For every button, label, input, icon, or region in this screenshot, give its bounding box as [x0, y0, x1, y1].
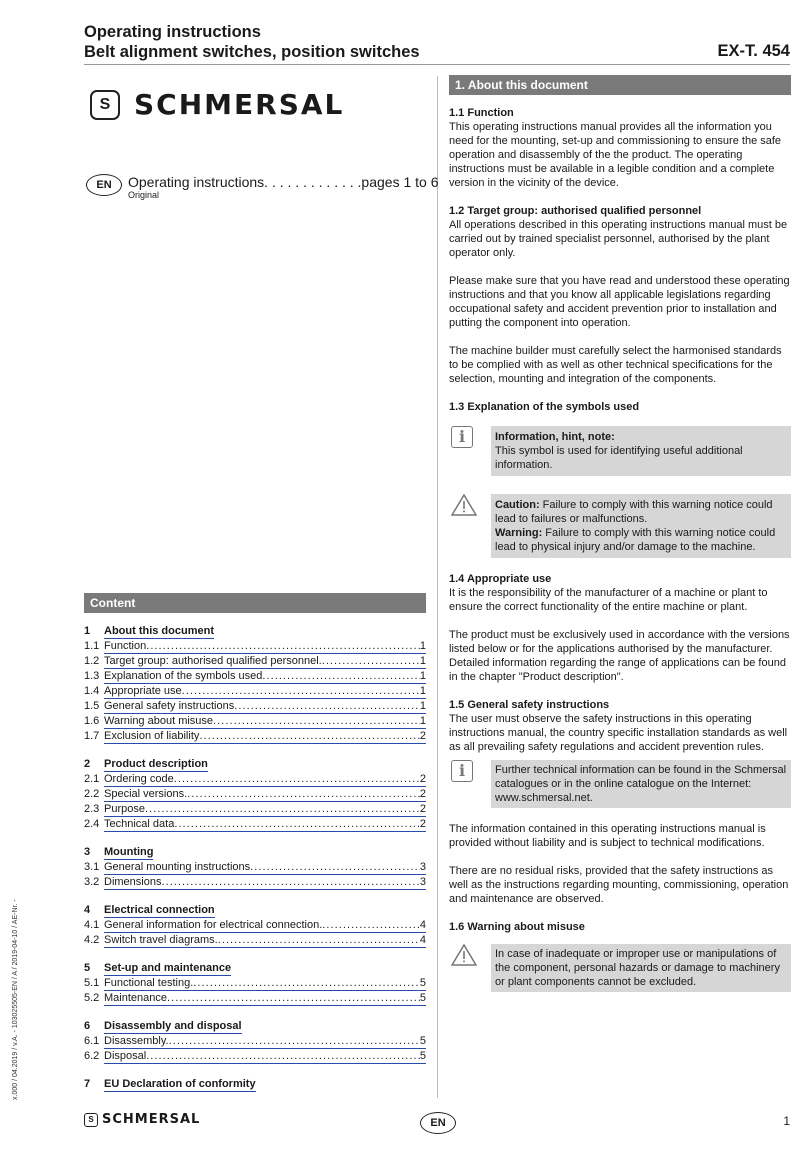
header-divider — [84, 64, 790, 65]
toc-entry[interactable] — [84, 714, 426, 729]
caution-label: Caution: — [495, 499, 540, 511]
toc-entry-link[interactable] — [104, 802, 426, 817]
toc-entry-link[interactable] — [104, 817, 426, 832]
toc-entry[interactable] — [84, 684, 426, 699]
toc-entry[interactable] — [84, 654, 426, 669]
info-note-2 — [449, 760, 791, 808]
toc-entry-page: 3 — [419, 861, 426, 873]
footer-logo — [84, 1112, 200, 1127]
table-of-contents — [84, 624, 426, 1105]
toc-leader-dots — [199, 729, 420, 743]
toc-entry-number: 2.4 — [84, 818, 100, 830]
toc-section-title[interactable]: Electrical connection — [104, 904, 215, 916]
logo-mark-icon: S — [90, 90, 120, 120]
language-badge: EN — [86, 174, 122, 196]
toc-section — [84, 1019, 426, 1064]
info-icon: i — [451, 760, 473, 782]
toc-section-number: 2 — [84, 758, 91, 770]
language-pages-line: Operating instructions. . . . . . . . . . . . .pages 1 to 6 — [128, 174, 439, 190]
toc-section — [84, 903, 426, 948]
toc-entry[interactable] — [84, 918, 426, 933]
toc-entry[interactable] — [84, 699, 426, 714]
toc-entry[interactable] — [84, 1034, 426, 1049]
warning-triangle-icon — [451, 944, 477, 966]
toc-section — [84, 624, 426, 744]
toc-section-number: 3 — [84, 846, 91, 858]
warning-label: Warning: — [495, 527, 543, 539]
toc-entry[interactable] — [84, 729, 426, 744]
toc-entry-page: 1 — [419, 700, 426, 712]
toc-entry-number: 1.4 — [84, 685, 100, 697]
toc-leader-dots — [182, 684, 420, 698]
section-1-bar: 1. About this document — [449, 75, 791, 95]
toc-entry[interactable] — [84, 639, 426, 654]
toc-section — [84, 961, 426, 1006]
toc-entry-number: 5.1 — [84, 977, 100, 989]
caution-note — [449, 494, 791, 558]
text-1-2-a: All operations described in this operating instructions manual must be carried out by trained specialist personnel, authorised by the plant operator only. — [449, 219, 788, 259]
logo-wordmark: SCHMERSAL — [134, 88, 345, 121]
toc-entry-link[interactable] — [104, 1049, 426, 1064]
toc-entry-title: General mounting instructions — [104, 861, 251, 873]
misuse-warning-text: In case of inadequate or improper use or manipulations of the component, personal hazards or damage to machinery or plant components cannot be excluded. — [495, 948, 780, 988]
toc-entry-page: 2 — [419, 803, 426, 815]
toc-entry-title: Special versions. — [104, 788, 188, 800]
misuse-warning-note — [449, 944, 791, 992]
heading-1-2: 1.2 Target group: authorised qualified personnel — [449, 205, 702, 217]
toc-entry-link[interactable] — [104, 1034, 426, 1049]
content-heading-bar: Content — [84, 593, 426, 613]
toc-entry-link[interactable] — [104, 669, 426, 684]
page-number: 1 — [783, 1114, 790, 1128]
toc-entry-number: 1.3 — [84, 670, 100, 682]
toc-entry-title: Exclusion of liability — [104, 730, 200, 742]
toc-entry-link[interactable] — [104, 875, 426, 890]
toc-entry-title: General information for electrical connection. — [104, 919, 323, 931]
toc-section-title[interactable]: Product description — [104, 758, 208, 770]
toc-entry[interactable] — [84, 802, 426, 817]
title-line-1: Operating instructions — [84, 23, 261, 41]
toc-entry-link[interactable] — [104, 787, 426, 802]
toc-leader-dots — [167, 991, 420, 1005]
text-1-4-b: The product must be exclusively used in accordance with the versions listed below or for the applications authorised by the manufacturer. Detailed information regarding the range of applications can be found in the chapter "Product description". — [449, 629, 790, 683]
brand-logo — [90, 88, 344, 121]
toc-entry-page: 5 — [419, 1050, 426, 1062]
toc-entry-title: Purpose — [104, 803, 145, 815]
toc-entry-link[interactable] — [104, 860, 426, 875]
toc-entry-number: 2.3 — [84, 803, 100, 815]
toc-entry-link[interactable] — [104, 772, 426, 787]
column-divider — [437, 76, 438, 1098]
footer-language-badge: EN — [420, 1112, 456, 1134]
toc-leader-dots — [250, 860, 420, 874]
heading-1-1: 1.1 Function — [449, 107, 514, 119]
toc-entry[interactable] — [84, 669, 426, 684]
toc-entry-title: Functional testing. — [104, 977, 194, 989]
toc-entry-page: 5 — [419, 1035, 426, 1047]
toc-entry-number: 3.2 — [84, 876, 100, 888]
toc-entry-title: Disassembly. — [104, 1035, 169, 1047]
toc-leader-dots — [322, 918, 420, 932]
toc-leader-dots — [146, 1049, 420, 1063]
text-1-5-b: The information contained in this operating instructions manual is provided without liability and is subject to technical modifications. — [449, 823, 766, 849]
heading-1-6: 1.6 Warning about misuse — [449, 921, 585, 933]
toc-entry-title: Maintenance — [104, 992, 167, 1004]
info-icon: i — [451, 426, 473, 448]
toc-entry-number: 4.1 — [84, 919, 100, 931]
toc-entry-page: 1 — [419, 655, 426, 667]
toc-entry[interactable] — [84, 991, 426, 1006]
toc-entry-link[interactable] — [104, 699, 426, 714]
toc-entry[interactable] — [84, 860, 426, 875]
language-original-label: Original — [128, 190, 160, 200]
toc-entry-page: 5 — [419, 977, 426, 989]
toc-entry-number: 2.1 — [84, 773, 100, 785]
toc-section-heading[interactable] — [84, 961, 426, 976]
toc-entry-page: 2 — [419, 730, 426, 742]
toc-section-title[interactable]: EU Declaration of conformity — [104, 1078, 256, 1090]
toc-leader-dots — [218, 933, 420, 947]
toc-entry-number: 1.2 — [84, 655, 100, 667]
text-1-5-a: The user must observe the safety instructions in this operating instructions manual, the country specific installation standards as well as all prevailing safety regulations and accident prevention rules. — [449, 713, 788, 753]
toc-leader-dots — [322, 654, 420, 668]
toc-leader-dots — [174, 772, 420, 786]
toc-entry-page: 5 — [419, 992, 426, 1004]
toc-section-title[interactable]: Set-up and maintenance — [104, 962, 232, 974]
toc-section-heading[interactable] — [84, 1077, 426, 1092]
toc-entry[interactable] — [84, 933, 426, 948]
toc-section-number: 4 — [84, 904, 91, 916]
toc-entry[interactable] — [84, 787, 426, 802]
warning-text: Failure to comply with this warning notice could lead to physical injury and/or damage to the machine. — [495, 527, 776, 553]
toc-section-number: 6 — [84, 1020, 91, 1032]
toc-section — [84, 757, 426, 832]
toc-leader-dots — [262, 669, 420, 683]
toc-entry-link[interactable] — [104, 654, 426, 669]
toc-entry-page: 4 — [419, 919, 426, 931]
toc-entry-page: 1 — [419, 715, 426, 727]
toc-entry-number: 1.7 — [84, 730, 100, 742]
toc-entry[interactable] — [84, 1049, 426, 1064]
toc-section — [84, 845, 426, 890]
toc-section-heading[interactable] — [84, 624, 426, 639]
toc-entry-number: 5.2 — [84, 992, 100, 1004]
toc-entry-title: Switch travel diagrams. — [104, 934, 218, 946]
toc-entry-page: 2 — [419, 818, 426, 830]
toc-entry-title: Warning about misuse — [104, 715, 214, 727]
toc-entry-link[interactable] — [104, 639, 426, 654]
info-note — [449, 426, 791, 476]
info-text-2: Further technical information can be found in the Schmersal catalogues or in the online catalogue on the Internet: www.schmersal.net. — [495, 764, 787, 804]
document-title — [84, 22, 420, 62]
right-column — [449, 106, 791, 1006]
toc-entry-link[interactable] — [104, 729, 426, 744]
toc-entry-link[interactable] — [104, 714, 426, 729]
toc-entry-title: Ordering code — [104, 773, 174, 785]
toc-section-heading[interactable] — [84, 903, 426, 918]
toc-section-heading[interactable] — [84, 845, 426, 860]
toc-section-number: 7 — [84, 1078, 91, 1090]
toc-entry-link[interactable] — [104, 991, 426, 1006]
toc-entry-number: 1.1 — [84, 640, 100, 652]
toc-section-number: 5 — [84, 962, 91, 974]
toc-leader-dots — [174, 817, 420, 831]
toc-section — [84, 1077, 426, 1092]
toc-entry-page: 1 — [419, 670, 426, 682]
toc-section-number: 1 — [84, 625, 91, 637]
heading-1-3: 1.3 Explanation of the symbols used — [449, 401, 640, 413]
toc-entry-page: 4 — [419, 934, 426, 946]
toc-entry-link[interactable] — [104, 933, 426, 948]
toc-entry-link[interactable] — [104, 684, 426, 699]
toc-entry-number: 6.1 — [84, 1035, 100, 1047]
toc-entry[interactable] — [84, 817, 426, 832]
text-1-1: This operating instructions manual provides all the information you need for the mounting, set-up and commissioning to ensure the safe operation and disassembly of the the product. The operating instructions must be available in a legible condition and a complete version in the vicinity of the device. — [449, 121, 782, 189]
toc-leader-dots — [187, 787, 420, 801]
toc-entry-number: 1.5 — [84, 700, 100, 712]
toc-section-title[interactable]: About this document — [104, 625, 214, 637]
text-1-2-c: The machine builder must carefully select the harmonised standards to be complied with as well as other technical specifications for the selection, mounting and integration of the components. — [449, 345, 782, 385]
toc-entry[interactable] — [84, 875, 426, 890]
toc-leader-dots — [169, 1034, 420, 1048]
toc-entry-number: 3.1 — [84, 861, 100, 873]
heading-1-5: 1.5 General safety instructions — [449, 699, 610, 711]
side-reference-text: x.000 / 04.2019 / v.A. - 103025505-EN / A / 2019-04-10 / AE-Nr. - — [12, 899, 19, 1100]
text-1-4-a: It is the responsibility of the manufacturer of a machine or plant to ensure the correct functionality of the entire machine or plant. — [449, 587, 768, 613]
toc-entry-number: 1.6 — [84, 715, 100, 727]
toc-entry-title: Technical data — [104, 818, 175, 830]
toc-entry-title: General safety instructions — [104, 700, 235, 712]
toc-entry-title: Disposal — [104, 1050, 147, 1062]
toc-entry-page: 1 — [419, 640, 426, 652]
toc-section-title[interactable]: Mounting — [104, 846, 154, 858]
document-code: EX-T. 454 — [717, 42, 790, 60]
toc-entry-page: 1 — [419, 685, 426, 697]
toc-leader-dots — [234, 699, 420, 713]
toc-leader-dots — [161, 875, 419, 889]
toc-entry-title: Dimensions — [104, 876, 162, 888]
text-1-5-c: There are no residual risks, provided that the safety instructions as well as the instructions regarding mounting, commissioning, operation and maintenance are observed. — [449, 865, 789, 905]
toc-leader-dots — [146, 639, 420, 653]
toc-entry-title: Appropriate use — [104, 685, 182, 697]
toc-entry-page: 2 — [419, 773, 426, 785]
toc-entry-title: Target group: authorised qualified personnel. — [104, 655, 322, 667]
toc-leader-dots — [145, 802, 420, 816]
toc-section-heading[interactable] — [84, 1019, 426, 1034]
heading-1-4: 1.4 Appropriate use — [449, 573, 552, 585]
toc-entry-title: Explanation of the symbols used — [104, 670, 263, 682]
toc-entry[interactable] — [84, 976, 426, 991]
toc-leader-dots — [213, 714, 420, 728]
text-1-2-b: Please make sure that you have read and understood these operating instructions and that you know all applicable legislations regarding occupational safety and accident prevention prior to installation and putting the component into operation. — [449, 275, 790, 329]
toc-entry-number: 4.2 — [84, 934, 100, 946]
toc-entry[interactable] — [84, 772, 426, 787]
toc-entry-title: Function — [104, 640, 147, 652]
toc-section-title[interactable]: Disassembly and disposal — [104, 1020, 242, 1032]
toc-entry-link[interactable] — [104, 918, 426, 933]
toc-entry-number: 6.2 — [84, 1050, 100, 1062]
warning-triangle-icon — [451, 494, 477, 516]
toc-entry-page: 2 — [419, 788, 426, 800]
toc-entry-number: 2.2 — [84, 788, 100, 800]
logo-mark-icon: S — [84, 1113, 98, 1127]
toc-entry-link[interactable] — [104, 976, 426, 991]
toc-leader-dots — [193, 976, 420, 990]
info-text: This symbol is used for identifying useful additional information. — [495, 445, 743, 471]
toc-entry-page: 3 — [419, 876, 426, 888]
footer-wordmark: SCHMERSAL — [102, 1112, 201, 1127]
title-line-2: Belt alignment switches, position switches — [84, 43, 420, 61]
info-label: Information, hint, note: — [495, 431, 615, 443]
toc-section-heading[interactable] — [84, 757, 426, 772]
caution-text: Failure to comply with this warning notice could lead to failures or malfunctions. — [495, 499, 773, 525]
